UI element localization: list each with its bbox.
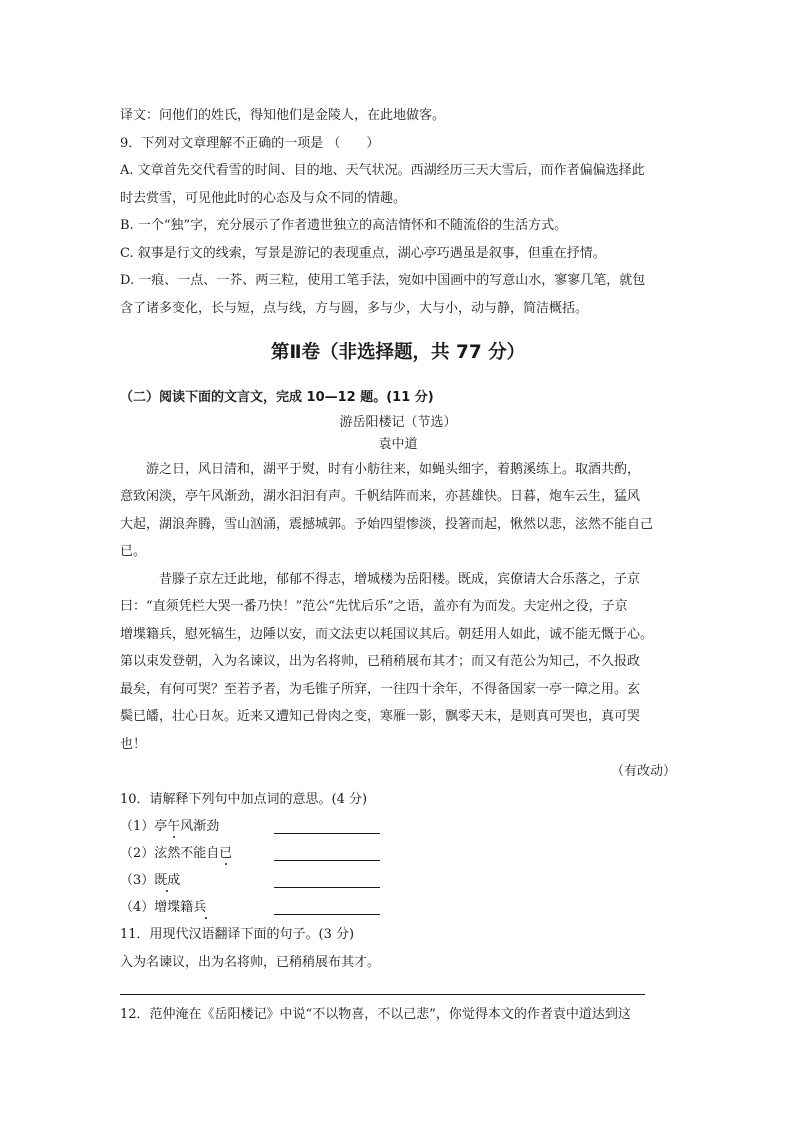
passage-line: 游之日，风日清和，湖平于熨，时有小舫往来，如蝇头细字，着鹅溪练上。取酒共酌，: [146, 461, 641, 477]
passage-paragraph-2: [120, 566, 676, 759]
passage-author: 袁中道: [378, 436, 418, 452]
question-10-item-2: [120, 840, 676, 867]
question-9-option-d: D. 一痕、一点、一芥、两三粒，使用工笔手法，宛如中国画中的写意山水，寥寥几笔，就包: [120, 273, 646, 288]
question-9-option-a-cont: 时去赏雪，可见他此时的心态及与众不同的情趣。: [120, 190, 407, 206]
question-9-stem: 9．下列对文章理解不正确的一项是 （ ）: [120, 135, 380, 151]
question-11-sentence: 入为名谏议，出为名将帅，已稍稍展布其才。: [120, 954, 381, 970]
question-10-item-3: [120, 867, 676, 894]
passage-paragraph-1: [120, 456, 676, 566]
exam-page: [120, 102, 676, 1029]
question-10-item-label: [120, 840, 274, 867]
answer-line[interactable]: [120, 994, 645, 995]
question-10-item-1: [120, 813, 676, 840]
item-text: （1）亭: [120, 819, 168, 834]
question-9-option-a: A. 文章首先交代看雪的时间、目的地、天气状况。西湖经历三天大雪后，而作者偏偏选择此: [120, 163, 645, 178]
passage-line: 已。: [120, 544, 147, 559]
question-9-option-d-cont: 含了诸多变化，长与短，点与线，方与圆，多与少，大与小，动与静，简洁概括。: [120, 300, 589, 316]
dotted-character: 已: [219, 846, 233, 861]
reading-passage: [120, 384, 676, 786]
question-11-stem: 11．用现代汉语翻译下面的句子。(3 分): [120, 927, 355, 942]
question-10: [120, 786, 676, 922]
question-12: [120, 1001, 676, 1029]
question-9-option-b: B. 一个“独”字，充分展示了作者遗世独立的高洁情怀和不随流俗的生活方式。: [120, 218, 568, 233]
question-10-stem: 10．请解释下列句中加点词的意思。(4 分): [120, 791, 368, 807]
item-text: （2）泫然不能自: [120, 846, 220, 861]
passage-line: 鬓已皤，壮心日灰。近来又遭知己骨肉之变，寒雁一影，飘零天末，是则真可哭也，真可哭: [120, 709, 641, 724]
passage-line: 曰：“直须凭栏大哭一番乃快！”范公“先忧后乐”之语，盖亦有为而发。夫定州之役，子京: [120, 599, 628, 614]
answer-blank[interactable]: [274, 846, 380, 861]
answer-blank[interactable]: [274, 873, 380, 888]
reading-heading: （二）阅读下面的文言文，完成 10—12 题。(11 分): [120, 390, 434, 405]
translation-line: 译文：问他们的姓氏，得知他们是金陵人，在此地做客。: [120, 108, 446, 123]
question-9-option-c: C. 叙事是行文的线索，写景是游记的表现重点，湖心亭巧遇虽是叙事，但重在抒情。: [120, 245, 606, 261]
source-note: （有改动）: [610, 764, 676, 779]
passage-line: 昔滕子京左迁此地，郁郁不得志，增城楼为岳阳楼。既成，宾僚请大合乐落之，子京: [159, 571, 641, 587]
question-10-item-4: [120, 894, 676, 921]
passage-line: 第以束发登朝，入为名谏议，出为名将帅，已稍稍展布其才；而又有范公为知己，不久报政: [120, 654, 641, 669]
question-10-item-label: [120, 813, 274, 840]
item-text: （3）既: [120, 873, 168, 888]
question-10-item-label: [120, 894, 274, 921]
question-11: [120, 921, 676, 995]
passage-line: 增堞籍兵，慰死犒生，边陲以安，而文法吏以耗国议其后。朝廷用人如此，诚不能无慨于心。: [120, 626, 654, 642]
item-text: 成: [167, 873, 181, 888]
item-text: 风渐劲: [180, 819, 220, 834]
question-10-item-label: [120, 867, 274, 894]
passage-line: 大起，湖浪奔腾，雪山汹涌，震撼城郭。予始四望惨淡，投箸而起，愀然以悲，泫然不能自己: [120, 516, 654, 532]
question-9: [120, 130, 676, 323]
passage-line: 意致闲淡，亭午风渐劲，湖水汩汩有声。千帆结阵而来，亦甚雄快。日暮，炮车云生，猛风: [120, 489, 641, 504]
section-2-title: 第Ⅱ卷（非选择题，共 77 分）: [270, 342, 526, 363]
answer-blank[interactable]: [274, 900, 380, 915]
passage-line: 最矣，有何可哭？至若予者，为毛锥子所穽，一往四十余年，不得备国家一亭一障之用。玄: [120, 681, 641, 697]
passage-title: 游岳阳楼记（节选）: [339, 414, 457, 430]
answer-blank[interactable]: [274, 819, 380, 834]
item-text: （4）增堞籍兵: [120, 900, 207, 915]
dotted-character: 午: [167, 819, 181, 834]
passage-line: 也！: [120, 736, 147, 752]
question-12-stem: 12．范仲淹在《岳阳楼记》中说“不以物喜，不以己悲”，你觉得本文的作者袁中道达到这: [120, 1007, 631, 1022]
